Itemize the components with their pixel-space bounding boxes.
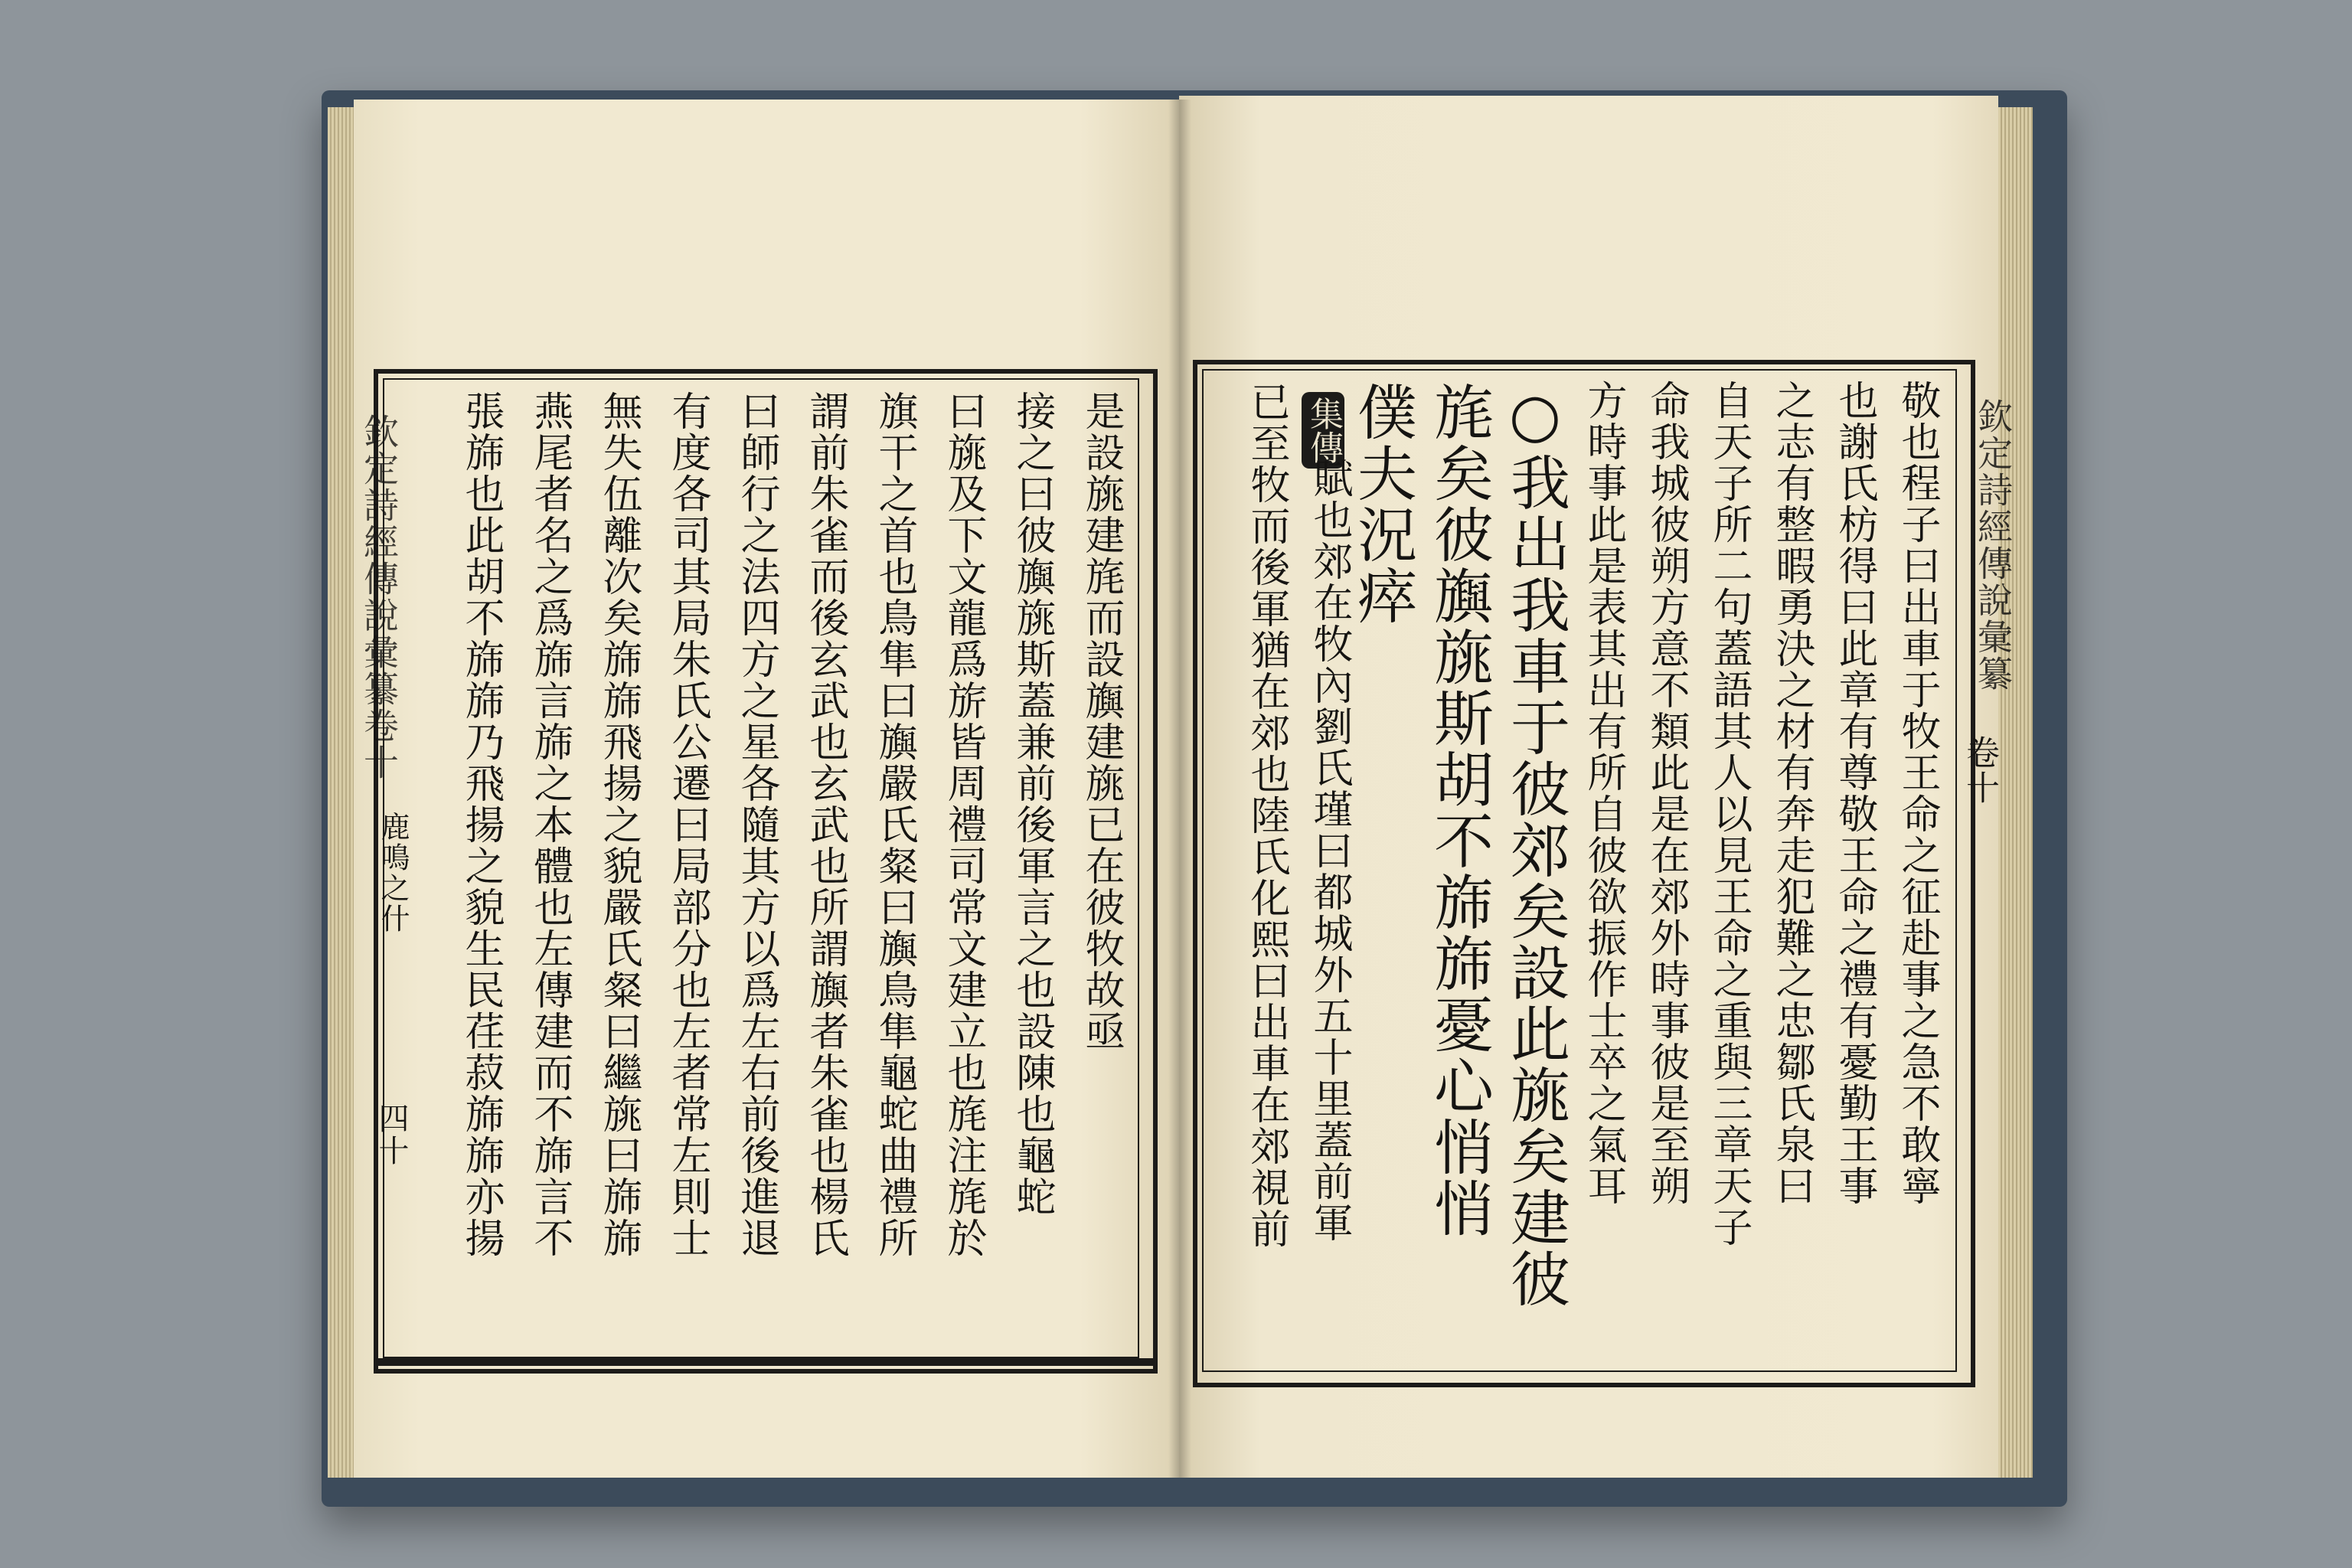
left-col-7: 有度各司其局朱氏公遷曰局部分也左者常左則士: [665, 390, 710, 1259]
verse-line-2: 旄矣彼旟旐斯胡不旆旆憂心悄悄: [1424, 381, 1493, 1239]
left-margin-folio: 四十: [374, 1102, 409, 1167]
left-margin-title: 欽定詩經傳說彙纂卷十: [358, 413, 400, 781]
jizhuan-seal-label: 集傳: [1302, 392, 1344, 469]
left-col-3: 曰旐及下文龍爲旂皆周禮司常文建立也旄注旄於: [940, 390, 986, 1259]
right-commentary-col-6: 方時事此是表其出有所自彼欲振作士卒之氣耳: [1580, 380, 1626, 1207]
left-bottom-rule: [374, 1358, 1153, 1366]
left-col-1: 是設旐建旄而設旟建旐已在彼牧故亟: [1078, 390, 1124, 1052]
right-commentary-col-5: 命我城彼朔方意不類此是在郊外時事彼是至朔: [1643, 380, 1689, 1207]
right-commentary-col-3: 之志有整暇勇決之材有奔走犯難之忠鄒氏泉曰: [1769, 380, 1815, 1207]
left-col-6: 曰師行之法四方之星各隨其方以爲左右前後進退: [733, 390, 779, 1259]
left-col-10: 張旆也此胡不旆旆乃飛揚之貌生民荏菽旆旆亦揚: [458, 390, 504, 1259]
left-col-9: 燕尾者名之爲旆言旆之本體也左傳建而不旆言不: [527, 390, 573, 1259]
right-commentary-col-4: 自天子所二句蓋語其人以見王命之重與三章天子: [1706, 380, 1752, 1248]
right-margin-volume: 卷十: [1960, 735, 1999, 805]
jizhuan-col-2: 已至牧而後軍猶在郊也陸氏化熙曰出車在郊視前: [1243, 381, 1289, 1250]
verse-line-3: 僕夫況瘁: [1348, 381, 1416, 626]
left-col-2: 接之曰彼旟旐斯蓋兼前後軍言之也設陳也龜蛇: [1009, 390, 1055, 1217]
left-col-4: 旗干之首也鳥隼曰旟嚴氏粲曰旟鳥隼龜蛇曲禮所: [871, 390, 917, 1259]
right-margin-title: 欽定詩經傳說彙纂: [1972, 398, 2014, 692]
jizhuan-col-1: 賦也郊在牧內劉氏瑾曰都城外五十里蓋前軍: [1306, 458, 1352, 1243]
right-commentary-col-1: 敬也程子曰出車于牧王命之征赴事之急不敢寧: [1894, 380, 1940, 1207]
left-col-8: 無失伍離次矣旆旆飛揚之貌嚴氏粲曰繼旐曰旆旆: [596, 390, 642, 1259]
left-margin-section: 鹿鳴之什: [376, 812, 410, 934]
book-gutter: [1168, 100, 1191, 1478]
right-commentary-col-2: 也謝氏枋得曰此章有尊敬王命之禮有憂勤王事: [1831, 380, 1877, 1207]
left-col-5: 謂前朱雀而後玄武也玄武也所謂旟者朱雀也楊氏: [802, 390, 848, 1259]
verse-line-1: ○我出我車于彼郊矣設此旐矣建彼: [1501, 381, 1570, 1309]
